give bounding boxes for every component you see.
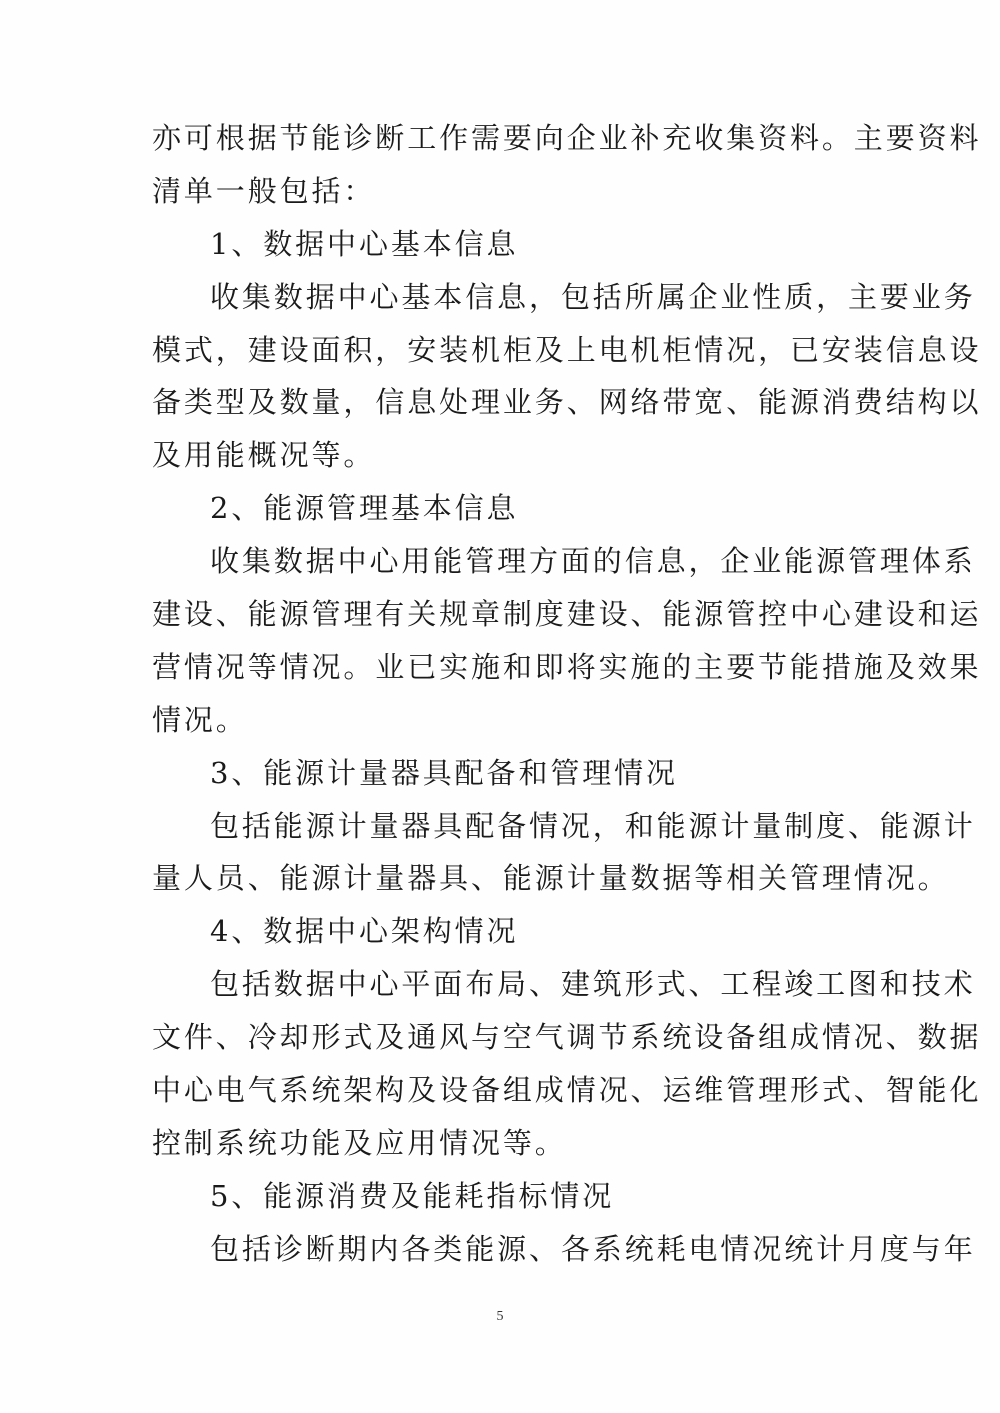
text-line: 建设、能源管理有关规章制度建设、能源管控中心建设和运 xyxy=(152,597,982,632)
text-line: 包括数据中心平面布局、建筑形式、工程竣工图和技术 xyxy=(210,967,976,1002)
text-line: 备类型及数量，信息处理业务、网络带宽、能源消费结构以 xyxy=(152,385,982,420)
text-line: 文件、冷却形式及通风与空气调节系统设备组成情况、数据 xyxy=(152,1020,982,1055)
text-line: 营情况等情况。业已实施和即将实施的主要节能措施及效果 xyxy=(152,649,982,684)
body-text xyxy=(152,112,982,1276)
text-line: 亦可根据节能诊断工作需要向企业补充收集资料。主要资料 xyxy=(152,121,982,155)
section-heading: 3、能源计量器具配备和管理情况 xyxy=(210,755,678,790)
page-number: 5 xyxy=(496,1309,504,1324)
text-line: 中心电气系统架构及设备组成情况、运维管理形式、智能化 xyxy=(152,1073,982,1108)
section-heading: 1、数据中心基本信息 xyxy=(210,226,519,261)
section-heading: 5、能源消费及能耗指标情况 xyxy=(210,1178,615,1213)
text-line: 清单一般包括： xyxy=(152,173,376,208)
text-line: 收集数据中心基本信息，包括所属企业性质，主要业务 xyxy=(210,279,976,314)
text-line: 情况。 xyxy=(152,702,248,737)
section-heading: 4、数据中心架构情况 xyxy=(210,914,519,949)
text-line: 控制系统功能及应用情况等。 xyxy=(152,1125,567,1160)
text-line: 收集数据中心用能管理方面的信息，企业能源管理体系 xyxy=(210,544,976,579)
text-line: 包括能源计量器具配备情况，和能源计量制度、能源计 xyxy=(210,808,976,843)
text-line: 及用能概况等。 xyxy=(152,438,376,473)
text-line: 量人员、能源计量器具、能源计量数据等相关管理情况。 xyxy=(152,861,950,896)
section-heading: 2、能源管理基本信息 xyxy=(210,491,519,526)
text-line: 模式，建设面积，安装机柜及上电机柜情况，已安装信息设 xyxy=(152,332,982,367)
text-line: 包括诊断期内各类能源、各系统耗电情况统计月度与年 xyxy=(210,1231,976,1266)
